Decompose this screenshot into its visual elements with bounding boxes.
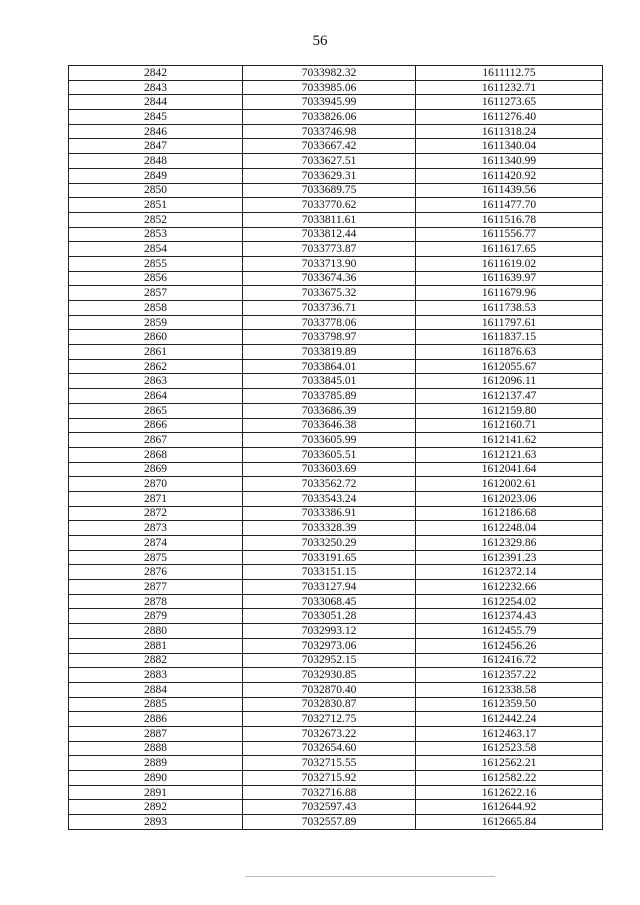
x-coordinate-cell: 7033713.90 bbox=[243, 256, 416, 271]
table-row bbox=[69, 697, 603, 712]
table-row bbox=[69, 227, 603, 242]
x-coordinate-cell: 7032654.60 bbox=[243, 741, 416, 756]
point-number-cell: 2854 bbox=[69, 242, 243, 257]
point-number-cell: 2852 bbox=[69, 212, 243, 227]
point-number-cell: 2849 bbox=[69, 168, 243, 183]
table-row bbox=[69, 491, 603, 506]
y-coordinate-cell: 1611837.15 bbox=[416, 330, 603, 345]
point-number-cell: 2866 bbox=[69, 418, 243, 433]
point-number-cell: 2885 bbox=[69, 697, 243, 712]
x-coordinate-cell: 7033773.87 bbox=[243, 242, 416, 257]
x-coordinate-cell: 7033736.71 bbox=[243, 301, 416, 316]
y-coordinate-cell: 1611679.96 bbox=[416, 286, 603, 301]
point-number-cell: 2858 bbox=[69, 301, 243, 316]
point-number-cell: 2873 bbox=[69, 521, 243, 536]
x-coordinate-cell: 7033250.29 bbox=[243, 536, 416, 551]
point-number-cell: 2844 bbox=[69, 95, 243, 110]
x-coordinate-cell: 7033191.65 bbox=[243, 550, 416, 565]
table-row bbox=[69, 95, 603, 110]
x-coordinate-cell: 7032870.40 bbox=[243, 682, 416, 697]
y-coordinate-cell: 1611232.71 bbox=[416, 80, 603, 95]
y-coordinate-cell: 1612372.14 bbox=[416, 565, 603, 580]
point-number-cell: 2889 bbox=[69, 756, 243, 771]
y-coordinate-cell: 1612186.68 bbox=[416, 506, 603, 521]
table-row bbox=[69, 815, 603, 830]
point-number-cell: 2877 bbox=[69, 580, 243, 595]
x-coordinate-cell: 7033605.99 bbox=[243, 433, 416, 448]
table-row bbox=[69, 462, 603, 477]
coordinates-table bbox=[68, 65, 603, 830]
x-coordinate-cell: 7032557.89 bbox=[243, 815, 416, 830]
x-coordinate-cell: 7033819.89 bbox=[243, 345, 416, 360]
y-coordinate-cell: 1612159.80 bbox=[416, 403, 603, 418]
y-coordinate-cell: 1612141.62 bbox=[416, 433, 603, 448]
point-number-cell: 2848 bbox=[69, 154, 243, 169]
page-number: 56 bbox=[312, 33, 328, 49]
point-number-cell: 2859 bbox=[69, 315, 243, 330]
x-coordinate-cell: 7033985.06 bbox=[243, 80, 416, 95]
y-coordinate-cell: 1611276.40 bbox=[416, 110, 603, 125]
x-coordinate-cell: 7033812.44 bbox=[243, 227, 416, 242]
y-coordinate-cell: 1612096.11 bbox=[416, 374, 603, 389]
point-number-cell: 2845 bbox=[69, 110, 243, 125]
y-coordinate-cell: 1612622.16 bbox=[416, 785, 603, 800]
table-row bbox=[69, 198, 603, 213]
y-coordinate-cell: 1612456.26 bbox=[416, 638, 603, 653]
table-row bbox=[69, 771, 603, 786]
x-coordinate-cell: 7032952.15 bbox=[243, 653, 416, 668]
y-coordinate-cell: 1612254.02 bbox=[416, 594, 603, 609]
x-coordinate-cell: 7033798.97 bbox=[243, 330, 416, 345]
table-row bbox=[69, 345, 603, 360]
point-number-cell: 2875 bbox=[69, 550, 243, 565]
point-number-cell: 2863 bbox=[69, 374, 243, 389]
x-coordinate-cell: 7032712.75 bbox=[243, 712, 416, 727]
table-row bbox=[69, 242, 603, 257]
point-number-cell: 2892 bbox=[69, 800, 243, 815]
table-row bbox=[69, 301, 603, 316]
y-coordinate-cell: 1611639.97 bbox=[416, 271, 603, 286]
y-coordinate-cell: 1611516.78 bbox=[416, 212, 603, 227]
table-row bbox=[69, 359, 603, 374]
y-coordinate-cell: 1612523.58 bbox=[416, 741, 603, 756]
table-row bbox=[69, 594, 603, 609]
x-coordinate-cell: 7033068.45 bbox=[243, 594, 416, 609]
point-number-cell: 2880 bbox=[69, 624, 243, 639]
table-row bbox=[69, 271, 603, 286]
point-number-cell: 2886 bbox=[69, 712, 243, 727]
x-coordinate-cell: 7033151.15 bbox=[243, 565, 416, 580]
x-coordinate-cell: 7033386.91 bbox=[243, 506, 416, 521]
x-coordinate-cell: 7033667.42 bbox=[243, 139, 416, 154]
x-coordinate-cell: 7033778.06 bbox=[243, 315, 416, 330]
point-number-cell: 2842 bbox=[69, 66, 243, 81]
table-row bbox=[69, 624, 603, 639]
x-coordinate-cell: 7033543.24 bbox=[243, 491, 416, 506]
point-number-cell: 2868 bbox=[69, 447, 243, 462]
x-coordinate-cell: 7033811.61 bbox=[243, 212, 416, 227]
table-row bbox=[69, 712, 603, 727]
x-coordinate-cell: 7033627.51 bbox=[243, 154, 416, 169]
table-row bbox=[69, 609, 603, 624]
table-row bbox=[69, 374, 603, 389]
x-coordinate-cell: 7033051.28 bbox=[243, 609, 416, 624]
y-coordinate-cell: 1612582.22 bbox=[416, 771, 603, 786]
table-row bbox=[69, 154, 603, 169]
y-coordinate-cell: 1612023.06 bbox=[416, 491, 603, 506]
point-number-cell: 2893 bbox=[69, 815, 243, 830]
point-number-cell: 2888 bbox=[69, 741, 243, 756]
x-coordinate-cell: 7033982.32 bbox=[243, 66, 416, 81]
y-coordinate-cell: 1612232.66 bbox=[416, 580, 603, 595]
y-coordinate-cell: 1611112.75 bbox=[416, 66, 603, 81]
x-coordinate-cell: 7032993.12 bbox=[243, 624, 416, 639]
x-coordinate-cell: 7033826.06 bbox=[243, 110, 416, 125]
x-coordinate-cell: 7033603.69 bbox=[243, 462, 416, 477]
table-row bbox=[69, 447, 603, 462]
y-coordinate-cell: 1612055.67 bbox=[416, 359, 603, 374]
x-coordinate-cell: 7033689.75 bbox=[243, 183, 416, 198]
x-coordinate-cell: 7032930.85 bbox=[243, 668, 416, 683]
point-number-cell: 2878 bbox=[69, 594, 243, 609]
table-row bbox=[69, 212, 603, 227]
table-row bbox=[69, 418, 603, 433]
y-coordinate-cell: 1612416.72 bbox=[416, 653, 603, 668]
point-number-cell: 2884 bbox=[69, 682, 243, 697]
x-coordinate-cell: 7033675.32 bbox=[243, 286, 416, 301]
point-number-cell: 2869 bbox=[69, 462, 243, 477]
x-coordinate-cell: 7032973.06 bbox=[243, 638, 416, 653]
table-row bbox=[69, 536, 603, 551]
point-number-cell: 2850 bbox=[69, 183, 243, 198]
point-number-cell: 2879 bbox=[69, 609, 243, 624]
table-row bbox=[69, 682, 603, 697]
x-coordinate-cell: 7033605.51 bbox=[243, 447, 416, 462]
y-coordinate-cell: 1612391.23 bbox=[416, 550, 603, 565]
y-coordinate-cell: 1611876.63 bbox=[416, 345, 603, 360]
y-coordinate-cell: 1611556.77 bbox=[416, 227, 603, 242]
y-coordinate-cell: 1612338.58 bbox=[416, 682, 603, 697]
y-coordinate-cell: 1611619.02 bbox=[416, 256, 603, 271]
x-coordinate-cell: 7033746.98 bbox=[243, 124, 416, 139]
x-coordinate-cell: 7032597.43 bbox=[243, 800, 416, 815]
table-row bbox=[69, 389, 603, 404]
point-number-cell: 2847 bbox=[69, 139, 243, 154]
y-coordinate-cell: 1612041.64 bbox=[416, 462, 603, 477]
y-coordinate-cell: 1612665.84 bbox=[416, 815, 603, 830]
y-coordinate-cell: 1611797.61 bbox=[416, 315, 603, 330]
table-row bbox=[69, 110, 603, 125]
point-number-cell: 2846 bbox=[69, 124, 243, 139]
point-number-cell: 2862 bbox=[69, 359, 243, 374]
point-number-cell: 2857 bbox=[69, 286, 243, 301]
point-number-cell: 2881 bbox=[69, 638, 243, 653]
y-coordinate-cell: 1611273.65 bbox=[416, 95, 603, 110]
y-coordinate-cell: 1611318.24 bbox=[416, 124, 603, 139]
point-number-cell: 2871 bbox=[69, 491, 243, 506]
point-number-cell: 2861 bbox=[69, 345, 243, 360]
y-coordinate-cell: 1611420.92 bbox=[416, 168, 603, 183]
x-coordinate-cell: 7033945.99 bbox=[243, 95, 416, 110]
y-coordinate-cell: 1612463.17 bbox=[416, 726, 603, 741]
point-number-cell: 2865 bbox=[69, 403, 243, 418]
table-row bbox=[69, 66, 603, 81]
point-number-cell: 2890 bbox=[69, 771, 243, 786]
point-number-cell: 2876 bbox=[69, 565, 243, 580]
point-number-cell: 2867 bbox=[69, 433, 243, 448]
y-coordinate-cell: 1612137.47 bbox=[416, 389, 603, 404]
y-coordinate-cell: 1612357.22 bbox=[416, 668, 603, 683]
point-number-cell: 2860 bbox=[69, 330, 243, 345]
table-row bbox=[69, 550, 603, 565]
x-coordinate-cell: 7032715.92 bbox=[243, 771, 416, 786]
table-row bbox=[69, 139, 603, 154]
y-coordinate-cell: 1612455.79 bbox=[416, 624, 603, 639]
y-coordinate-cell: 1612121.63 bbox=[416, 447, 603, 462]
x-coordinate-cell: 7033864.01 bbox=[243, 359, 416, 374]
point-number-cell: 2843 bbox=[69, 80, 243, 95]
table-row bbox=[69, 506, 603, 521]
point-number-cell: 2874 bbox=[69, 536, 243, 551]
point-number-cell: 2882 bbox=[69, 653, 243, 668]
point-number-cell: 2870 bbox=[69, 477, 243, 492]
table-body bbox=[69, 66, 603, 830]
table-row bbox=[69, 785, 603, 800]
footer-rule bbox=[245, 876, 495, 877]
y-coordinate-cell: 1612442.24 bbox=[416, 712, 603, 727]
table-row bbox=[69, 726, 603, 741]
y-coordinate-cell: 1612644.92 bbox=[416, 800, 603, 815]
table-row bbox=[69, 80, 603, 95]
y-coordinate-cell: 1612248.04 bbox=[416, 521, 603, 536]
y-coordinate-cell: 1611477.70 bbox=[416, 198, 603, 213]
table-row bbox=[69, 403, 603, 418]
x-coordinate-cell: 7033785.89 bbox=[243, 389, 416, 404]
point-number-cell: 2851 bbox=[69, 198, 243, 213]
x-coordinate-cell: 7032673.22 bbox=[243, 726, 416, 741]
table-row bbox=[69, 477, 603, 492]
x-coordinate-cell: 7033629.31 bbox=[243, 168, 416, 183]
point-number-cell: 2853 bbox=[69, 227, 243, 242]
table-row bbox=[69, 286, 603, 301]
x-coordinate-cell: 7033686.39 bbox=[243, 403, 416, 418]
table-row bbox=[69, 168, 603, 183]
point-number-cell: 2856 bbox=[69, 271, 243, 286]
table-row bbox=[69, 330, 603, 345]
y-coordinate-cell: 1612374.43 bbox=[416, 609, 603, 624]
point-number-cell: 2887 bbox=[69, 726, 243, 741]
x-coordinate-cell: 7033845.01 bbox=[243, 374, 416, 389]
table-row bbox=[69, 565, 603, 580]
point-number-cell: 2883 bbox=[69, 668, 243, 683]
y-coordinate-cell: 1611340.04 bbox=[416, 139, 603, 154]
x-coordinate-cell: 7033674.36 bbox=[243, 271, 416, 286]
table-row bbox=[69, 124, 603, 139]
y-coordinate-cell: 1611340.99 bbox=[416, 154, 603, 169]
point-number-cell: 2891 bbox=[69, 785, 243, 800]
y-coordinate-cell: 1612002.61 bbox=[416, 477, 603, 492]
table-row bbox=[69, 256, 603, 271]
table-row bbox=[69, 800, 603, 815]
y-coordinate-cell: 1612359.50 bbox=[416, 697, 603, 712]
x-coordinate-cell: 7032830.87 bbox=[243, 697, 416, 712]
x-coordinate-cell: 7032715.55 bbox=[243, 756, 416, 771]
table-row bbox=[69, 521, 603, 536]
table-row bbox=[69, 741, 603, 756]
x-coordinate-cell: 7033127.94 bbox=[243, 580, 416, 595]
table-row bbox=[69, 756, 603, 771]
table-row bbox=[69, 638, 603, 653]
table-row bbox=[69, 653, 603, 668]
table-row bbox=[69, 433, 603, 448]
table-row bbox=[69, 580, 603, 595]
y-coordinate-cell: 1611439.56 bbox=[416, 183, 603, 198]
point-number-cell: 2872 bbox=[69, 506, 243, 521]
x-coordinate-cell: 7032716.88 bbox=[243, 785, 416, 800]
point-number-cell: 2864 bbox=[69, 389, 243, 404]
table-row bbox=[69, 668, 603, 683]
y-coordinate-cell: 1612562.21 bbox=[416, 756, 603, 771]
point-number-cell: 2855 bbox=[69, 256, 243, 271]
y-coordinate-cell: 1612160.71 bbox=[416, 418, 603, 433]
table-row bbox=[69, 183, 603, 198]
y-coordinate-cell: 1612329.86 bbox=[416, 536, 603, 551]
y-coordinate-cell: 1611617.65 bbox=[416, 242, 603, 257]
table-row bbox=[69, 315, 603, 330]
y-coordinate-cell: 1611738.53 bbox=[416, 301, 603, 316]
x-coordinate-cell: 7033770.62 bbox=[243, 198, 416, 213]
x-coordinate-cell: 7033328.39 bbox=[243, 521, 416, 536]
x-coordinate-cell: 7033646.38 bbox=[243, 418, 416, 433]
x-coordinate-cell: 7033562.72 bbox=[243, 477, 416, 492]
